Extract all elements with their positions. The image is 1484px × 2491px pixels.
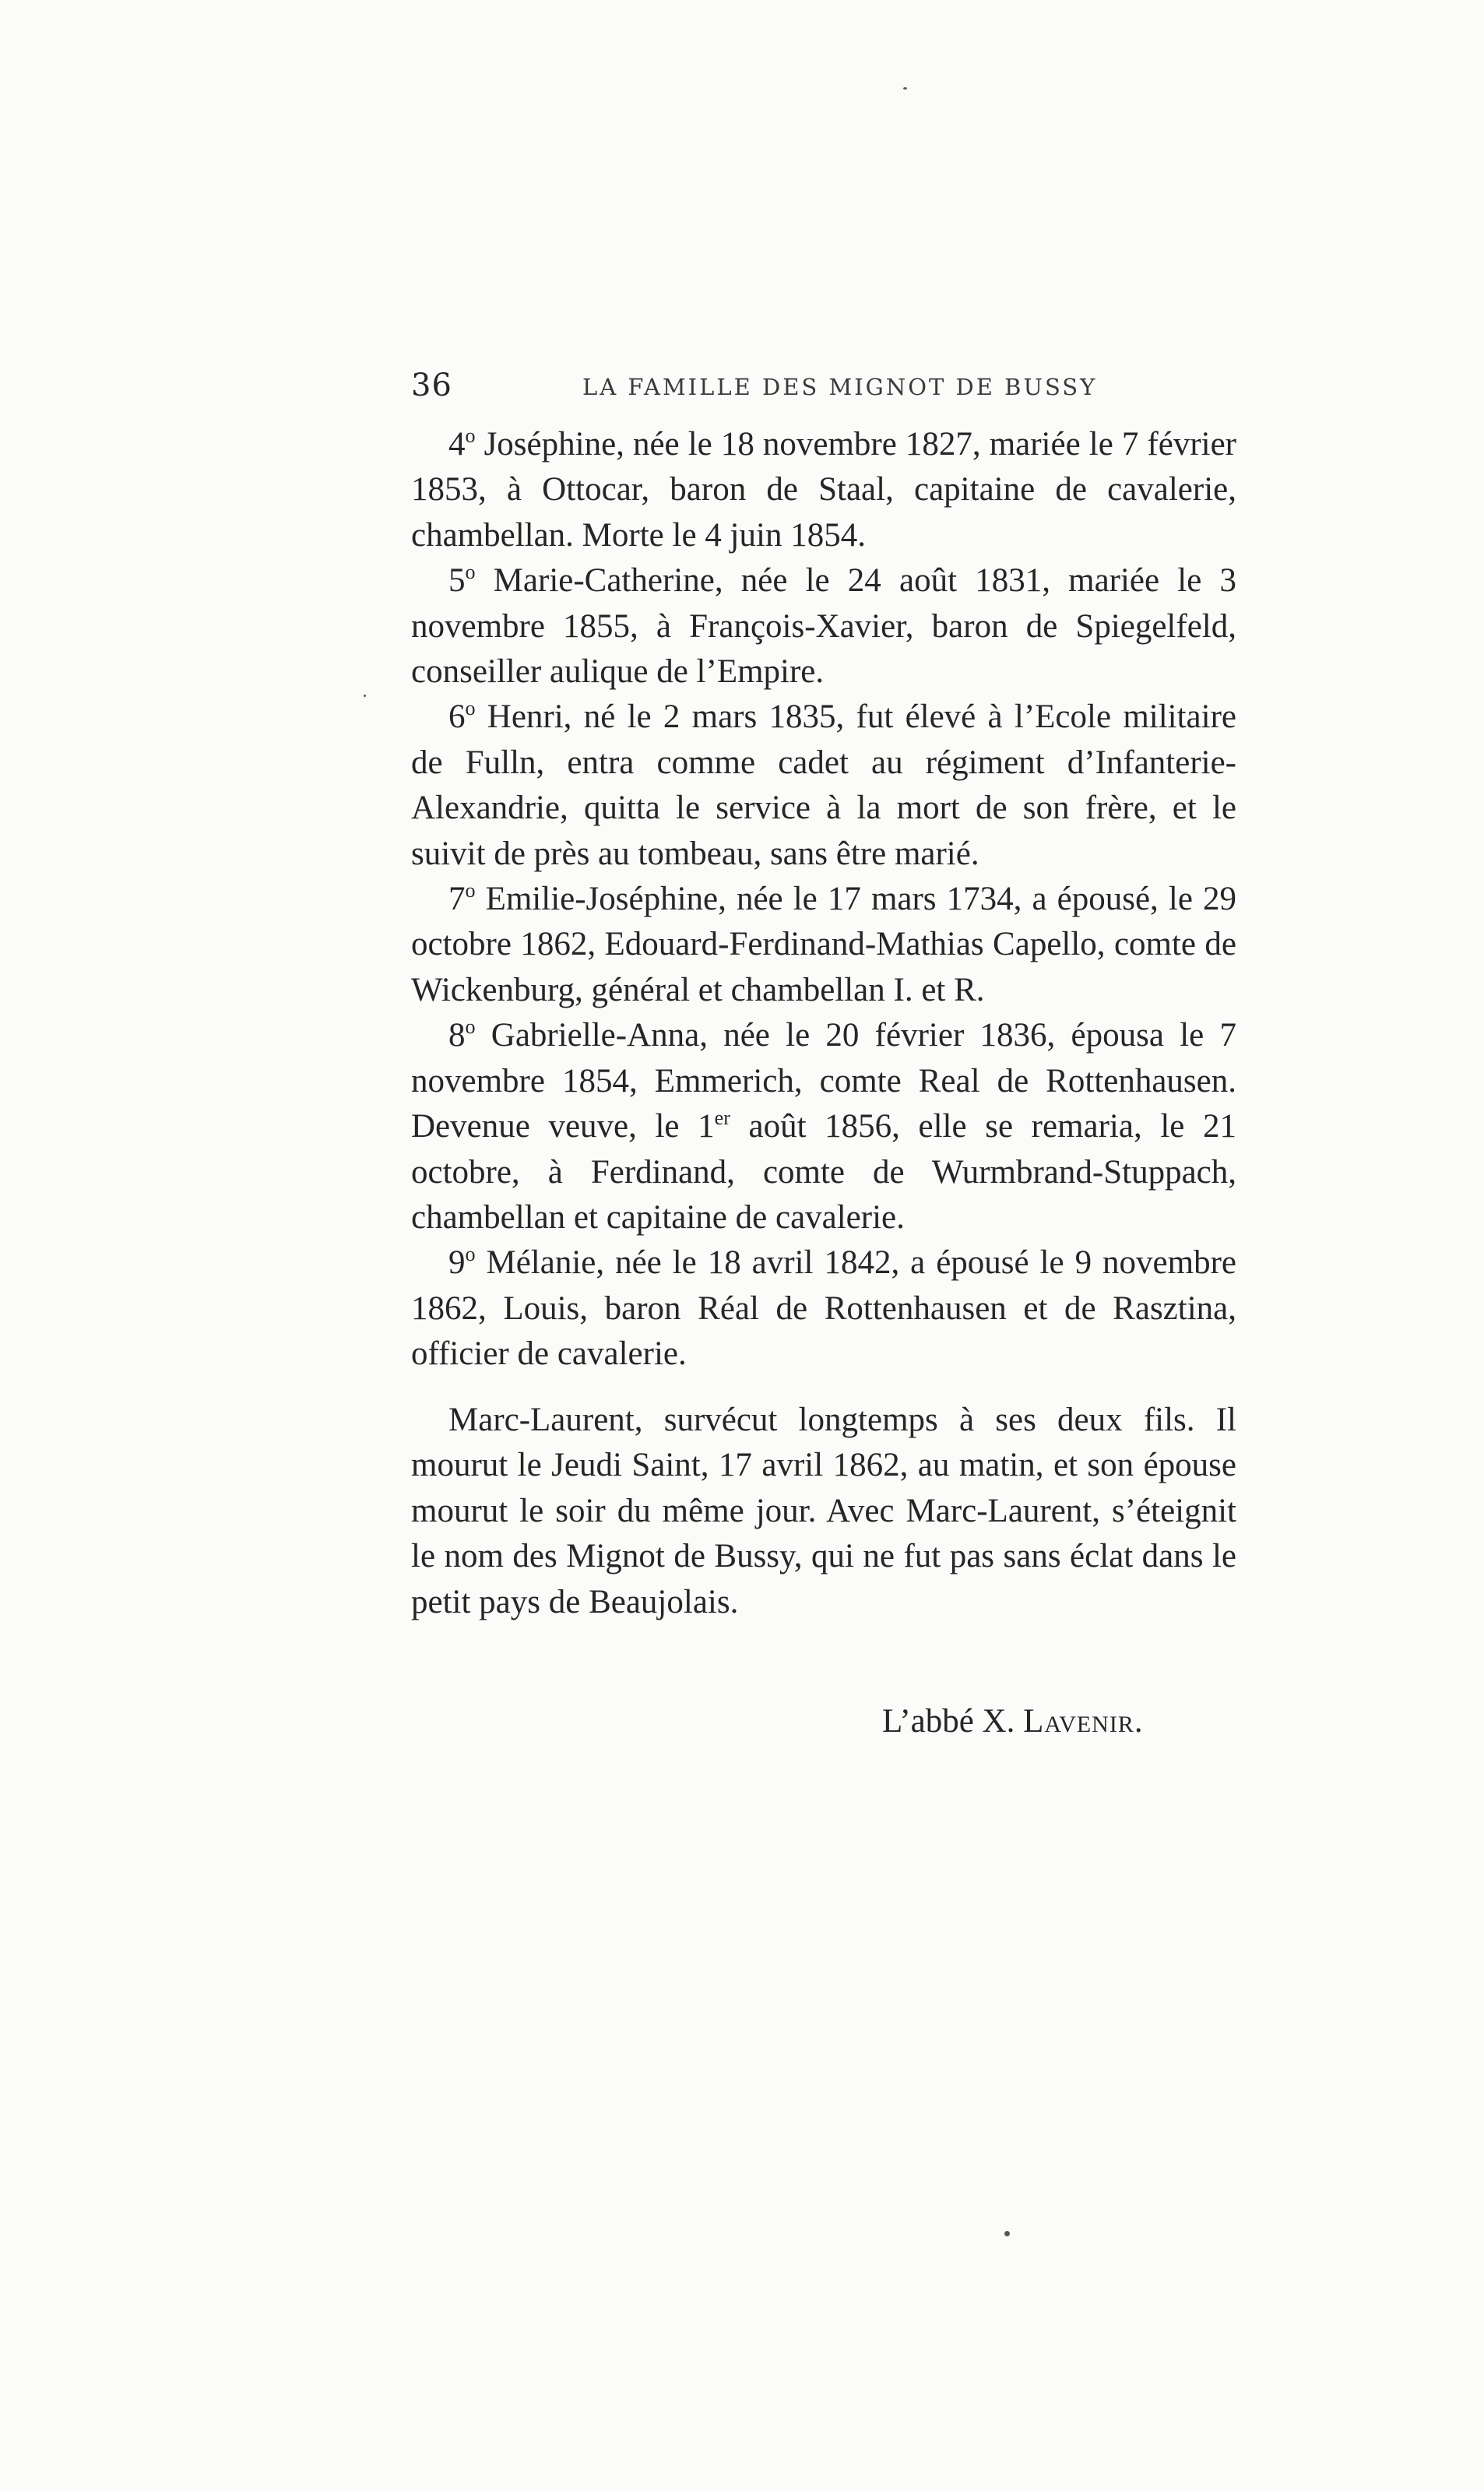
closing-paragraph: Marc-Laurent, survécut longtemps à ses deux fils. Il mourut le Jeudi Saint, 17 avril 1862, au matin, et son épouse mourut le soir du même jour. Avec Marc-Laurent, s’éteignit le nom des Mignot de Bussy, qui ne fut pas sans éclat dans le petit pays de Beaujolais. bbox=[411, 1402, 1236, 1620]
signature-suffix: . bbox=[1134, 1703, 1143, 1740]
ordinal-mark: o bbox=[465, 879, 476, 902]
children-list bbox=[411, 422, 1236, 1377]
ordinal-mark: o bbox=[465, 561, 476, 584]
entry-7 bbox=[411, 877, 1236, 1013]
entry-number: 9 bbox=[448, 1244, 466, 1282]
running-head: LA FAMILLE DES MIGNOT DE BUSSY bbox=[582, 374, 1098, 400]
signature-surname: Lavenir bbox=[1023, 1703, 1134, 1740]
superscript-er: er bbox=[714, 1107, 730, 1130]
entry-number: 5 bbox=[448, 562, 466, 600]
ordinal-mark: o bbox=[465, 697, 476, 720]
entry-4 bbox=[411, 422, 1236, 558]
entry-6 bbox=[411, 695, 1236, 877]
entry-text: Henri, né le 2 mars 1835, fut élevé à l’Ecole militaire de Fulln, entra comme cadet au régiment d’Infanterie-Alexandrie, quitta le service à la mort de son frère, et le suivit de près au tombeau, sans être marié. bbox=[411, 698, 1236, 872]
signature bbox=[882, 1702, 1143, 1740]
ink-speck bbox=[1004, 2231, 1010, 2236]
entry-9 bbox=[411, 1240, 1236, 1377]
ordinal-mark: o bbox=[465, 424, 476, 447]
entry-text-cont: août 1856, elle se remaria, le 21 octobre, à Ferdinand, comte de Wurmbrand-Stuppach, chambellan et capitaine de cavalerie. bbox=[411, 1108, 1236, 1236]
signature-prefix: L’abbé X. bbox=[882, 1703, 1024, 1740]
entry-text: Marie-Catherine, née le 24 août 1831, mariée le 3 novembre 1855, à François-Xavier, baron de Spiegelfeld, conseiller aulique de l’Empire. bbox=[411, 562, 1236, 691]
ordinal-mark: o bbox=[465, 1243, 476, 1266]
entry-number: 6 bbox=[448, 698, 466, 736]
entry-number: 8 bbox=[448, 1017, 466, 1054]
page-header bbox=[411, 368, 1236, 406]
closing-section bbox=[411, 1398, 1236, 1625]
ink-speck bbox=[903, 87, 907, 90]
entry-text: Emilie-Joséphine, née le 17 mars 1734, a épousé, le 29 octobre 1862, Edouard-Ferdinand-Mathias Capello, comte de Wickenburg, général et chambellan I. et R. bbox=[411, 881, 1236, 1008]
entry-5 bbox=[411, 558, 1236, 695]
ink-speck bbox=[364, 695, 366, 697]
entry-text: Gabrielle-Anna, née le 20 février 1836, épousa le 7 novembre 1854, Emmerich, comte Real de Rottenhausen. Devenue veuve, le 1 bbox=[411, 1017, 1236, 1145]
entry-text: Joséphine, née le 18 novembre 1827, mariée le 7 février 1853, à Ottocar, baron de Staal, capitaine de cavalerie, chambellan. Morte le 4 juin 1854. bbox=[411, 426, 1236, 554]
entry-number: 4 bbox=[448, 426, 466, 463]
entry-text: Mélanie, née le 18 avril 1842, a épousé le 9 novembre 1862, Louis, baron Réal de Rottenhausen et de Rasztina, officier de cavalerie. bbox=[411, 1244, 1236, 1373]
page-number: 36 bbox=[411, 368, 452, 403]
entry-number: 7 bbox=[448, 881, 466, 918]
ordinal-mark: o bbox=[465, 1015, 476, 1039]
entry-8 bbox=[411, 1013, 1236, 1240]
